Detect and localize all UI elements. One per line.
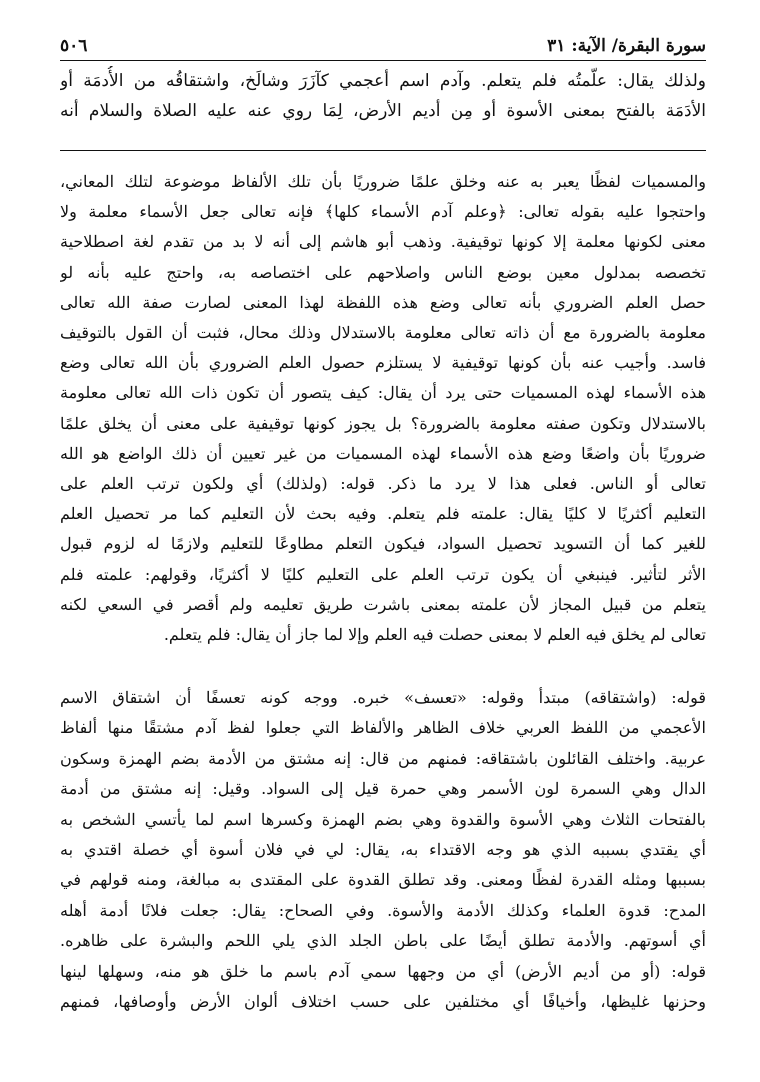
text-line: قوله: (أو من أديم الأرض) أي من وجهها سمي آدم باسم ما خلق هو منه، وسهلها لينها — [60, 961, 706, 981]
commentary-paragraph-2 — [60, 683, 706, 1017]
text-line: وحزنها غليظها، وأخيافًا أي مختلفين على حسب اختلاف ألوان الأرض وأوصافها، فمنهم — [60, 992, 706, 1012]
text-line: أي يقتدي بسببه الذي هو وجه الاقتداء به، يقال: لي في فلان أسوة أي خصلة اقتدي به — [60, 840, 706, 860]
text-line: بسببها ومثله القدرة لفظًا ومعنى. وقد تطلق القدوة على المقتدى به مبالغة، ومنه قولهم في — [60, 870, 706, 890]
text-line: بالفتحات الثلاث وهي الأسوة والقدوة وهي بضم الهمزة وكسرها اسم لما يأتسي الشخص به — [60, 809, 706, 829]
text-line: الأثر لتأثير. فينبغي أن يكون ترتب العلم على التعليم كليًا لا أكثريًا، وقولهم: علمته فلم — [60, 564, 706, 584]
text-line: الأدَمَة بالفتح بمعنى الأسوة أو مِن أديم الأرض، لِمَا روي عنه عليه الصلاة والسلام أنه — [60, 101, 706, 121]
text-line: التعليم أكثريًا لا كليًا يقال: علمته فلم يتعلم. وفيه بحث لأن التعليم كما مر تحصيل العلم — [60, 504, 706, 524]
text-line: هذه الأسماء لهذه المسميات حتى يرد أن يقال: كيف يتصور أن تكون ذات الله تعالى معلومة — [60, 383, 706, 403]
text-line: واحتجوا عليه بقوله تعالى: ﴿وعلم آدم الأسماء كلها﴾ فإنه تعالى جعل الأسماء معلمة ولا — [60, 202, 706, 222]
section-divider — [60, 150, 706, 151]
page-number: ٥٠٦ — [60, 36, 88, 56]
text-line: الأعجمي من اللفظ العربي خلاف الظاهر والألفاظ التي جعلوا لفظ آدم مشتقًا منها ألفاظ — [60, 718, 706, 738]
text-line: تعالى لم يخلق فيه العلم لا بمعنى حصلت فيه العلم وإلا لما جاز أن يقال: فلم يتعلم. — [163, 625, 706, 645]
running-title: سورة البقرة/ الآية: ٣١ — [547, 36, 706, 56]
text-line: عربية. واختلف القائلون باشتقاقه: فمنهم من قال: إنه مشتق من الأدمة بضم الهمزة وسكون — [60, 748, 706, 768]
text-line: الدال وهي السمرة لون الأسمر وهي حمرة قيل إلى السواد. وقيل: إنه مشتق من أدمة — [60, 779, 706, 799]
page-header — [60, 32, 706, 61]
text-line: المدح: قدوة العلماء وكذلك الأدمة والأسوة. وفي الصحاح: يقال: جعلت فلانًا أدمة أهله — [60, 900, 706, 920]
text-line: ولذلك يقال: علّمتُه فلم يتعلم. وآدم اسم أعجمي كآزَرَ وشالَخ، واشتقاقُه من الأُدمَة أو — [60, 71, 706, 91]
text-line: يتعلم من قبيل المجاز لأن علمته بمعنى باشرت طريق تعليمه ولم أقصر في السعي لكنه — [60, 594, 706, 614]
text-line: للغير كما أن التسويد تحصيل السواد، فيكون التعلم مطاوعًا للتعليم ولازمًا له لزوم قبول — [60, 534, 706, 554]
text-line: حصل العلم الضروري بأنه تعالى وضع هذه اللفظة لهذا المعنى لصارت صفة الله تعالى — [60, 292, 706, 312]
text-line: معلومة بالضرورة مع أن ذاته تعالى معلومة بالاستدلال وذلك محال، فثبت أن القول بالتوقيف — [60, 323, 706, 343]
text-line: بالاستدلال وتكون صفته معلومة بالضرورة؟ بل يجوز كونها توقيفية على معنى أن يخلق علمًا — [60, 413, 706, 433]
text-line: والمسميات لفظًا يعبر به عنه وخلق علمًا ضروريًا بأن تلك الألفاظ موضوعة لتلك المعاني، — [60, 172, 706, 191]
text-line: أي أسوتهم. والأدمة تطلق أيضًا على باطن الجلد الذي يلي اللحم والبشرة على ظاهره. — [60, 931, 706, 951]
text-line: قوله: (واشتقاقه) مبتدأ وقوله: «تعسف» خبره. ووجه كونه تعسفًا أن اشتقاق الاسم — [60, 688, 706, 707]
text-line: تعالى أو الناس. فعلى هذا لا يرد ما ذكر. قوله: (ولذلك) أي ولكون ترتب العلم على — [60, 474, 706, 494]
text-line: فاسد. وأجيب عنه بأن كونها توقيفية لا يستلزم حصول العلم الضروري بأن الله تعالى وضع — [60, 353, 706, 373]
text-line: معنى لكونها معلمة إلا كونها توقيفية. وذهب أبو هاشم إلى أنه لا بد من تقدم لغة اصطلاحية — [60, 232, 706, 252]
text-line: ضروريًا بأن واضعًا وضع هذه الأسماء لهذه المسميات من غير تعيين أن ذلك الواضع هو الله — [60, 443, 706, 463]
text-line: تخصصه بمدلول معين بوضع الناس واصلاحهم على اختصاصه به، واحتج عليه بأنه لو — [60, 262, 706, 282]
main-text-block — [60, 66, 706, 126]
commentary-paragraph-1 — [60, 167, 706, 650]
